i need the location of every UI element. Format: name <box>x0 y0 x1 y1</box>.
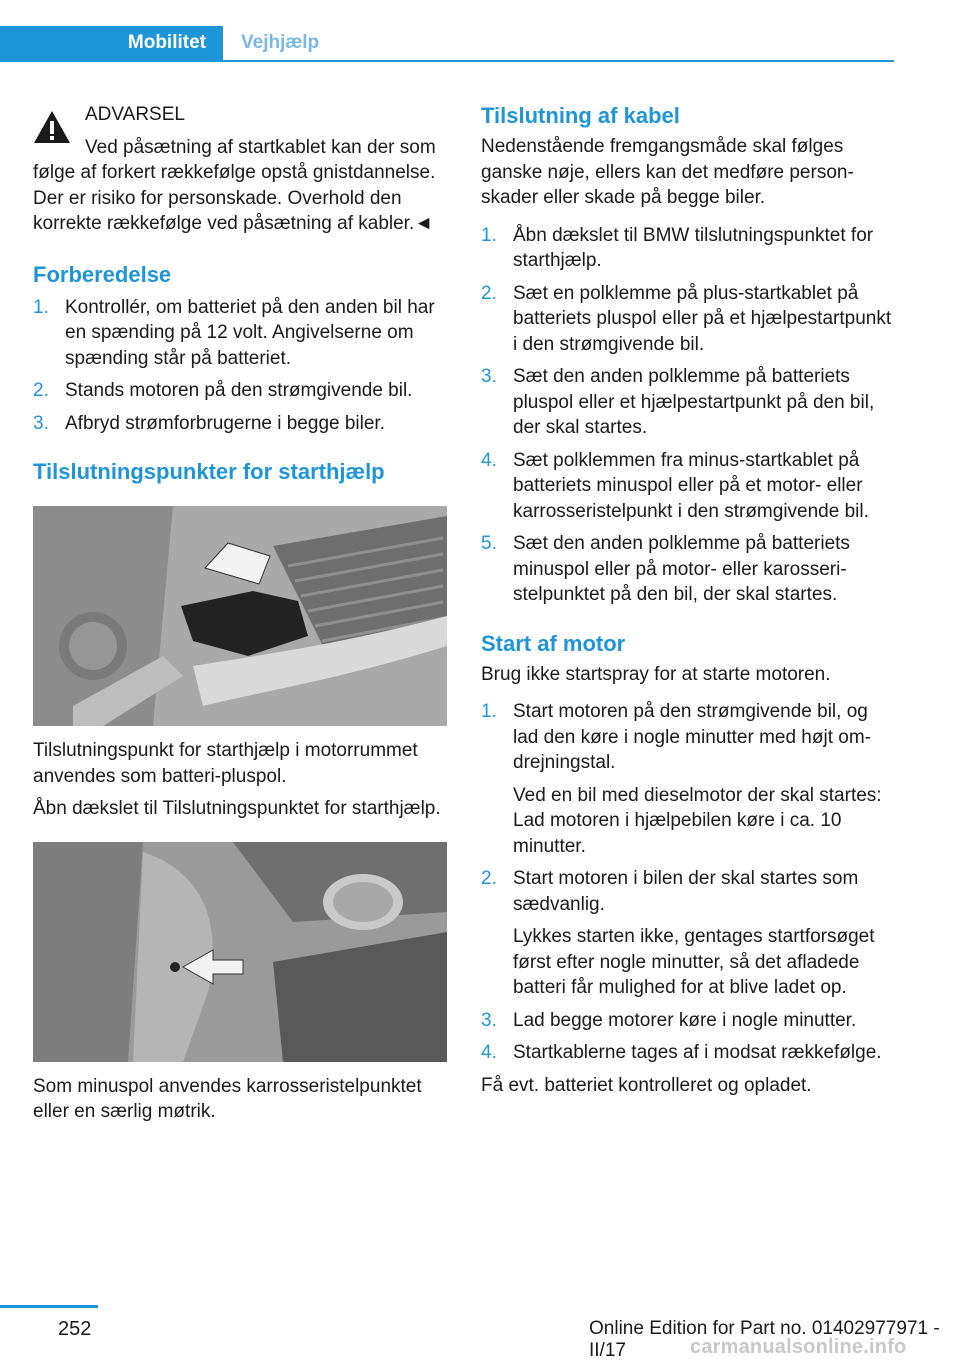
step-text: Afbryd strømforbrugerne i begge biler. <box>65 412 385 434</box>
step-number: 3. <box>481 366 497 387</box>
caption-plus-point: Tilslutningspunkt for starthjælp i motorrummet anvendes som batteri-pluspol. <box>33 740 418 787</box>
list-item <box>481 1008 895 1034</box>
list-item <box>481 1040 895 1066</box>
start-intro: Brug ikke startspray for at starte motoren. <box>481 663 831 685</box>
step-number: 4. <box>481 1042 497 1063</box>
step-text: Sæt en polklemme på plus-startkablet på batteriets pluspol eller på et hjælpestartpunkt i den strømgivende bil. <box>513 282 892 355</box>
list-item <box>33 411 447 437</box>
list-item <box>481 364 895 441</box>
list-item <box>481 531 895 608</box>
engine-bay-photo-plus <box>33 506 447 726</box>
header-rule <box>0 60 894 62</box>
step-text: Start motoren på den strømgivende bil, og lad den køre i nogle minutter med højt omdrejningstal. <box>513 701 871 773</box>
warning-block <box>33 102 447 237</box>
engine-bay-minus-illustration <box>33 842 447 1062</box>
heading-tilslutningspunkter: Tilslutningspunkter for starthjælp <box>33 459 385 484</box>
left-column <box>33 102 447 1125</box>
step-text: Lad begge motorer køre i nogle minutter. <box>513 1009 857 1031</box>
step-number: 1. <box>481 701 497 722</box>
list-item <box>481 866 895 1001</box>
caption-open-cover: Åbn dækslet til Tilslutningspunktet for starthjælp. <box>33 798 441 819</box>
list-item <box>481 448 895 525</box>
heading-tilslutning-af-kabel: Tilslutning af kabel <box>481 103 680 128</box>
warning-text: Ved påsætning af startkablet kan der som følge af forkert rækkefølge opstå gnistdannelse. Der er risiko for personskade. Overhold den korrekte rækkefølge ved påsætning af kabler.◄ <box>33 136 436 234</box>
warning-title: ADVARSEL <box>85 104 185 125</box>
step-number: 5. <box>481 533 497 554</box>
right-column <box>481 102 895 1098</box>
step-text: Stands motoren på den strømgivende bil. <box>65 380 413 401</box>
list-item <box>481 223 895 274</box>
engine-bay-photo-minus <box>33 842 447 1062</box>
step-text: Sæt polklemmen fra minus-startkablet på batteriets minuspol eller på et motor- eller karrosseristelpunkt i den strømgivende bil. <box>513 449 869 522</box>
step-text: Sæt den anden polklemme på batteriets pluspol eller et hjælpestartpunkt på den bil, der skal startes. <box>513 366 875 438</box>
heading-start-af-motor: Start af motor <box>481 630 626 656</box>
cable-intro: Nedenstående fremgangsmåde skal følges ganske nøje, ellers kan det medføre personskader eller skade på begge biler. <box>481 136 854 208</box>
page-number: 252 <box>58 1318 92 1340</box>
list-item <box>481 699 895 859</box>
step-text: Start motoren i bilen der skal startes som sædvanlig. <box>513 868 859 915</box>
step-number: 2. <box>481 868 497 889</box>
engine-bay-plus-illustration <box>33 506 447 726</box>
footer-rule <box>0 1305 98 1308</box>
closing-note: Få evt. batteriet kontrolleret og opladet. <box>481 1074 812 1096</box>
list-item <box>33 378 447 404</box>
step-number: 2. <box>33 380 49 401</box>
step-number: 3. <box>33 412 49 434</box>
prep-steps-list <box>33 295 447 437</box>
step-text: Startkablerne tages af i modsat rækkefølge. <box>513 1042 882 1063</box>
tab-mobilitet[interactable]: Mobilitet <box>0 26 223 60</box>
step-text: Sæt den anden polklemme på batteriets minuspol eller på motor- eller karosseristelpunktet på den bil, der skal startes. <box>513 533 850 605</box>
header-tabbar <box>0 26 894 62</box>
step-subtext: Ved en bil med dieselmotor der skal startes: Lad motoren i hjælpebilen køre i ca. 10 minutter. <box>513 784 882 857</box>
step-subtext: Lykkes starten ikke, gentages startforsøget først efter nogle minutter, så det afladede batteri får mulighed for at blive ladet op. <box>513 926 875 998</box>
cable-steps-list <box>481 223 895 608</box>
list-item <box>33 295 447 372</box>
step-number: 2. <box>481 282 497 304</box>
tab-vejhjaelp[interactable]: Vejhjælp <box>241 32 320 53</box>
step-number: 1. <box>481 224 497 246</box>
warning-triangle-icon <box>33 110 71 144</box>
step-number: 1. <box>33 296 49 318</box>
step-text: Åbn dækslet til BMW tilslutningspunktet for starthjælp. <box>513 224 874 271</box>
start-steps-list <box>481 699 895 1066</box>
heading-forberedelse: Forberedelse <box>33 261 172 287</box>
caption-minus-point: Som minuspol anvendes karrosseristelpunktet eller en særlig møtrik. <box>33 1075 422 1122</box>
list-item <box>481 281 895 358</box>
edition-text: Online Edition for Part no. 01402977971 - II/17 <box>589 1318 940 1361</box>
step-number: 3. <box>481 1009 497 1031</box>
step-number: 4. <box>481 449 497 471</box>
step-text: Kontrollér, om batteriet på den anden bil har en spænding på 12 volt. Angivelserne om spænding står på batteriet. <box>65 296 435 369</box>
watermark: carmanualsonline.info <box>690 1336 907 1358</box>
